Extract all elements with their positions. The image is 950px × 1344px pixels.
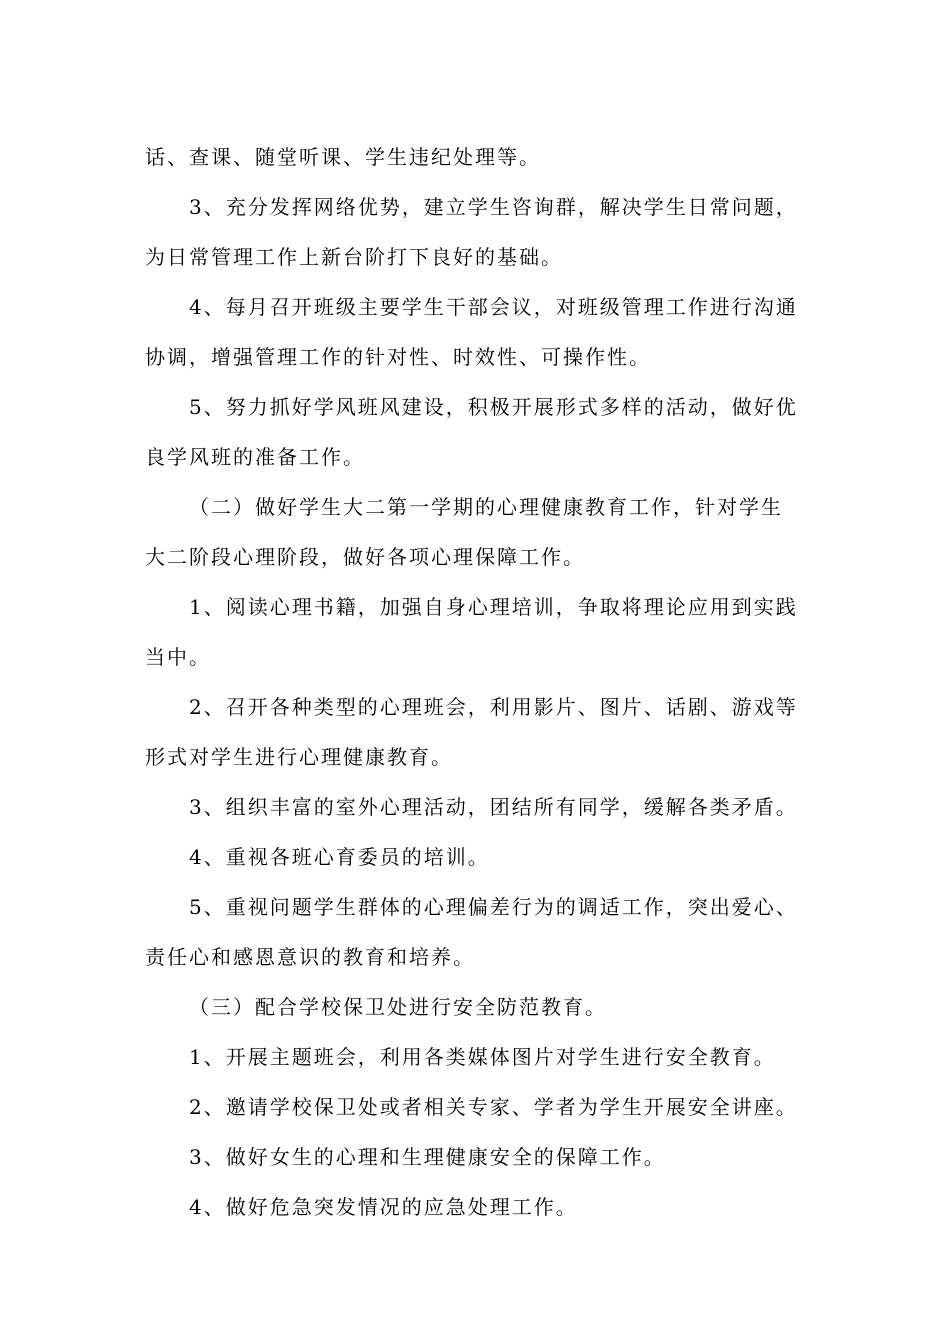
text-line: 良学风班的准备工作。 <box>145 445 365 469</box>
text-line: 2、邀请学校保卫处或者相关专家、学者为学生开展安全讲座。 <box>189 1095 798 1119</box>
text-line: 4、重视各班心育委员的培训。 <box>189 845 490 869</box>
text-line: 话、查课、随堂听课、学生违纪处理等。 <box>145 145 541 169</box>
text-line: 5、努力抓好学风班风建设，积极开展形式多样的活动，做好优 <box>189 395 798 419</box>
section-heading-line: （二）做好学生大二第一学期的心理健康教育工作，针对学生 <box>189 495 783 519</box>
text-line: 为日常管理工作上新台阶打下良好的基础。 <box>145 245 563 269</box>
text-line: 4、每月召开班级主要学生干部会议，对班级管理工作进行沟通 <box>189 295 798 319</box>
text-line: 当中。 <box>145 645 211 669</box>
text-line: 1、开展主题班会，利用各类媒体图片对学生进行安全教育。 <box>189 1045 776 1069</box>
text-line: 协调，增强管理工作的针对性、时效性、可操作性。 <box>145 345 651 369</box>
text-line: 大二阶段心理阶段，做好各项心理保障工作。 <box>145 545 585 569</box>
section-heading-line: （三）配合学校保卫处进行安全防范教育。 <box>189 995 607 1019</box>
text-line: 3、做好女生的心理和生理健康安全的保障工作。 <box>189 1145 666 1169</box>
text-line: 形式对学生进行心理健康教育。 <box>145 745 453 769</box>
text-line: 5、重视问题学生群体的心理偏差行为的调适工作，突出爱心、 <box>189 895 798 919</box>
text-line: 4、做好危急突发情况的应急处理工作。 <box>189 1195 578 1219</box>
text-line: 1、阅读心理书籍，加强自身心理培训，争取将理论应用到实践 <box>189 595 798 619</box>
text-line: 2、召开各种类型的心理班会，利用影片、图片、话剧、游戏等 <box>189 695 798 719</box>
text-line: 责任心和感恩意识的教育和培养。 <box>145 945 475 969</box>
text-line: 3、充分发挥网络优势，建立学生咨询群，解决学生日常问题， <box>189 195 798 219</box>
document-body <box>145 132 807 1232</box>
text-line: 3、组织丰富的室外心理活动，团结所有同学，缓解各类矛盾。 <box>189 795 798 819</box>
